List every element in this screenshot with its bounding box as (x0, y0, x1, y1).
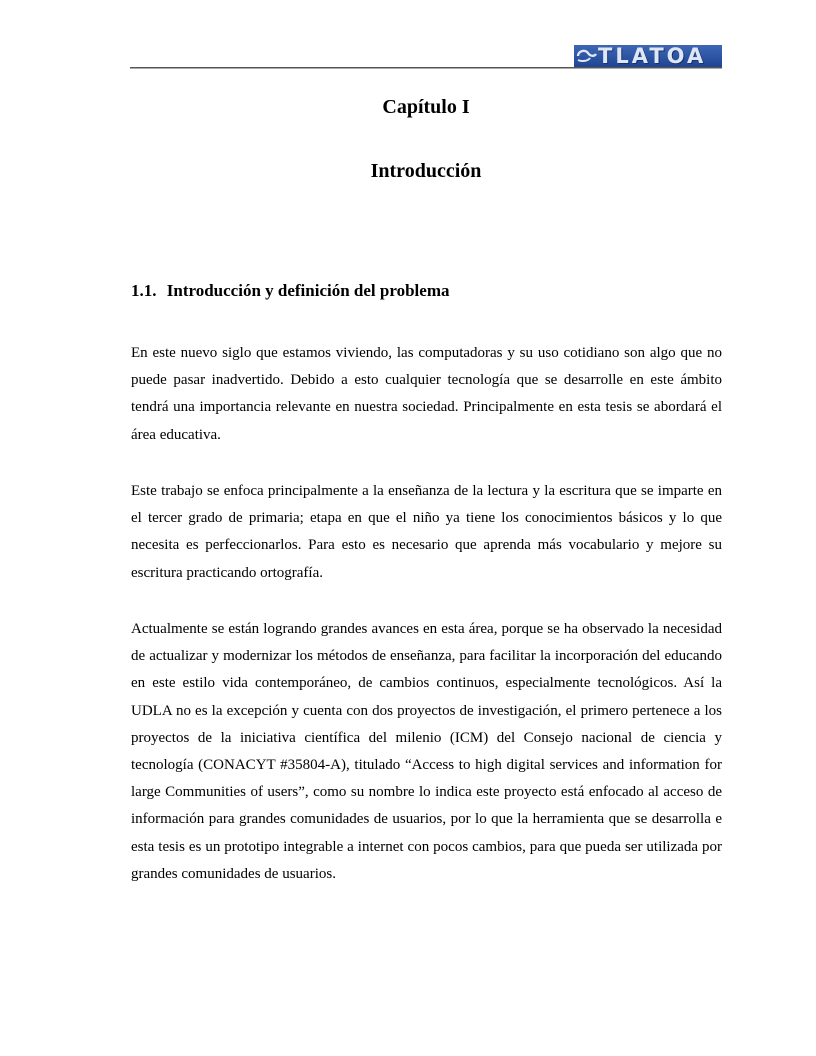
header-rule (130, 67, 722, 69)
tlatoa-logo-icon (576, 48, 598, 64)
section-heading (131, 281, 449, 301)
header-logo (574, 45, 722, 67)
section-title: Introducción y definición del problema (166, 281, 450, 300)
chapter-label: Capítulo I (382, 96, 470, 118)
paragraph-2: Este trabajo se enfoca principalmente a la enseñanza de la lectura y la escritura que se imparte en el tercer grado de primaria; etapa en que el niño ya tiene los conocimientos básicos y lo que necesita es perfeccionarlos. Para esto es necesario que aprenda más vocabulario y mejore su escritura practicando ortografía. (131, 483, 722, 581)
paragraph-1: En este nuevo siglo que estamos viviendo, las computadoras y su uso cotidiano son algo que no puede pasar inadvertido. Debido a esto cualquier tecnología que se desarrolle en este ámbito tendrá una importancia relevante en nuestra sociedad. Principalmente en esta tesis se abordará el área educativa. (131, 345, 722, 443)
paragraph-3: Actualmente se están logrando grandes avances en esta área, porque se ha observado la necesidad de actualizar y modernizar los métodos de enseñanza, para facilitar la incorporación del educando en este estilo vida contemporáneo, de cambios continuos, especialmente tecnológicos. Así la UDLA no es la excepción y cuenta con dos proyectos de investigación, el primero pertenece a los proyectos de la iniciativa científica del milenio (ICM) del Consejo nacional de ciencia y tecnología (CONACYT #35804-A), titulado “Access to high digital services and information for large Communities of users”, como su nombre lo indica este proyecto está enfocado al acceso de información para grandes comunidades de usuarios, por lo que la herramienta que se desarrolla e esta tesis es un prototipo integrable a internet con pocos cambios, para que pueda ser utilizada por grandes comunidades de usuarios. (131, 621, 722, 882)
section-number: 1.1. (131, 281, 157, 300)
logo-text: TLATOA (598, 45, 707, 67)
chapter-title: Introducción (370, 160, 482, 182)
